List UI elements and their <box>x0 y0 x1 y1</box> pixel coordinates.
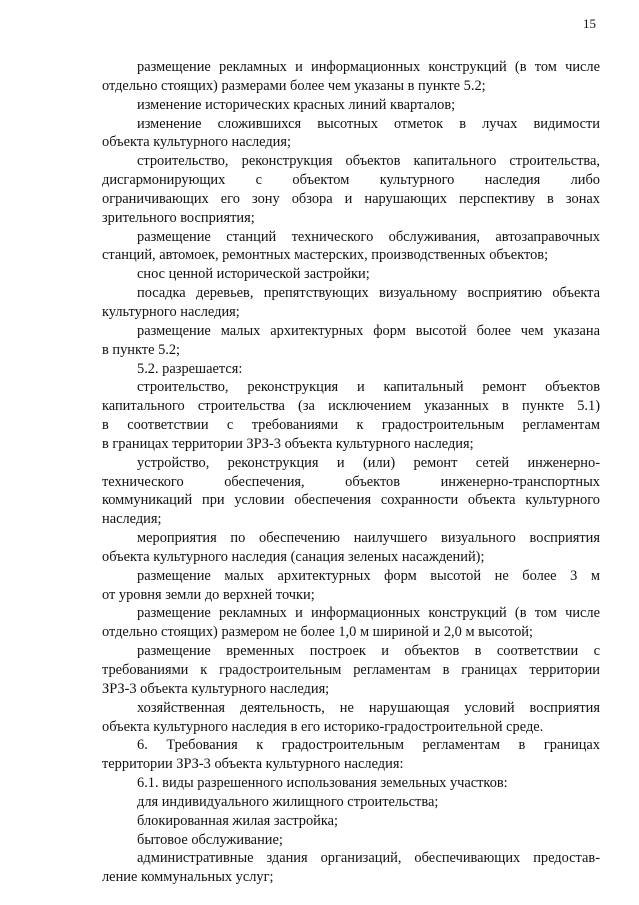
text-line: ограничивающих его зону обзора и нарушающих перспективу в зонах <box>102 190 600 207</box>
text-line: в пункте 5.2; <box>102 341 181 358</box>
text-line: 6. Требования к градостроительным регламентам в границах <box>137 737 600 754</box>
text-line: наследия; <box>102 511 162 528</box>
text-line: административные здания организаций, обеспечивающих предостав- <box>137 850 600 867</box>
text-line: отдельно стоящих) размером не более 1,0 м шириной и 2,0 м высотой; <box>102 624 533 641</box>
text-line: капитального строительства (за исключением указанных в пункте 5.1) <box>102 398 600 415</box>
text-line: территории ЗРЗ-3 объекта культурного наследия: <box>102 756 404 773</box>
text-line: изменение исторических красных линий кварталов; <box>137 96 456 113</box>
text-line: дисгармонирующих с объектом культурного наследия либо <box>102 172 600 189</box>
text-line: устройство, реконструкция и (или) ремонт сетей инженерно- <box>137 454 600 471</box>
text-line: культурного наследия; <box>102 303 240 320</box>
text-line: хозяйственная деятельность, не нарушающая условий восприятия <box>137 699 600 716</box>
text-line: ЗРЗ-3 объекта культурного наследия; <box>102 680 330 697</box>
text-line: объекта культурного наследия в его историко-градостроительной среде. <box>102 718 544 735</box>
text-line: мероприятия по обеспечению наилучшего визуального восприятия <box>137 530 600 547</box>
text-line: бытовое обслуживание; <box>137 831 283 848</box>
page-number: 15 <box>583 16 596 31</box>
text-line: технического обеспечения, объектов инженерно-транспортных <box>102 473 600 490</box>
text-line: ление коммунальных услуг; <box>102 869 274 886</box>
text-line: изменение сложившихся высотных отметок в лучах видимости <box>137 115 600 132</box>
text-line: в соответствии с требованиями к градостроительным регламентам <box>102 417 600 434</box>
text-line: размещение временных построек и объектов в соответствии с <box>137 643 600 660</box>
text-line: коммуникаций при условии обеспечения сохранности объекта культурного <box>102 492 600 509</box>
text-line: посадка деревьев, препятствующих визуальному восприятию объекта <box>137 285 600 302</box>
document-body <box>102 58 600 887</box>
text-line: в границах территории ЗРЗ-3 объекта культурного наследия; <box>102 435 474 452</box>
text-line: объекта культурного наследия; <box>102 134 292 151</box>
text-line: размещение малых архитектурных форм высотой не более 3 м <box>137 567 600 584</box>
text-line: снос ценной исторической застройки; <box>137 266 370 283</box>
text-line: размещение рекламных и информационных конструкций (в том числе <box>137 59 600 75</box>
text-line: строительство, реконструкция объектов капитального строительства, <box>137 153 600 170</box>
text-line: размещение малых архитектурных форм высотой более чем указана <box>137 322 600 339</box>
text-line: размещение станций технического обслуживания, автозаправочных <box>137 228 600 245</box>
text-line: отдельно стоящих) размерами более чем указаны в пункте 5.2; <box>102 77 486 94</box>
text-line: зрительного восприятия; <box>102 209 255 226</box>
text-line: 5.2. разрешается: <box>137 360 243 377</box>
text-line: 6.1. виды разрешенного использования земельных участков: <box>137 775 508 792</box>
text-line: от уровня земли до верхней точки; <box>102 586 315 603</box>
text-line: станций, автомоек, ремонтных мастерских, производственных объектов; <box>102 247 549 264</box>
text-line: блокированная жилая застройка; <box>137 812 339 829</box>
text-line: размещение рекламных и информационных конструкций (в том числе <box>137 605 600 622</box>
text-line: для индивидуального жилищного строительства; <box>137 793 439 810</box>
text-line: требованиями к градостроительным регламентам в границах территории <box>102 662 600 678</box>
text-line: объекта культурного наследия (санация зеленых насаждений); <box>102 548 485 565</box>
text-line: строительство, реконструкция и капитальный ремонт объектов <box>137 379 600 396</box>
